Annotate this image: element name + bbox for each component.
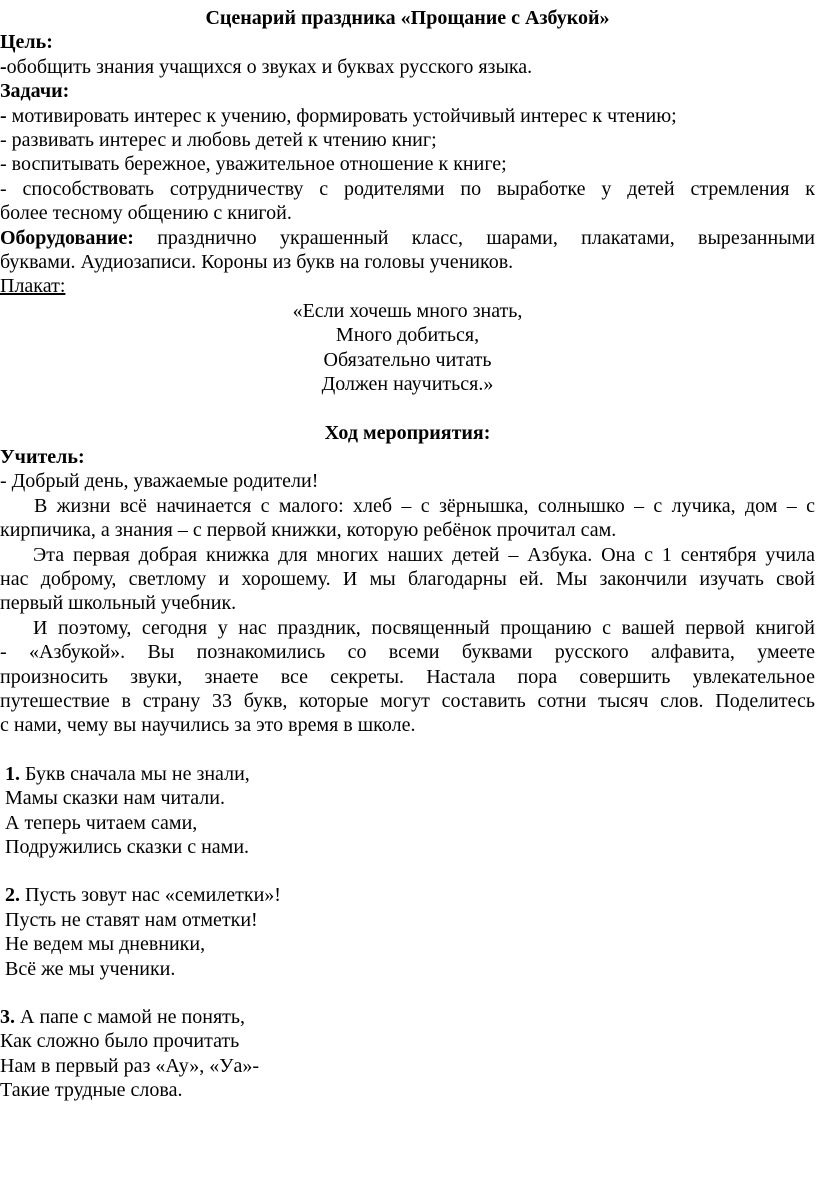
stanza-line: Нам в первый раз «Ау», «Уа»- (0, 1054, 260, 1077)
stanza-first-line (5, 883, 815, 907)
task-item-1-dash: - (0, 104, 7, 127)
poem-stanza-2 (0, 883, 815, 981)
stanza-line: Такие трудные слова. (0, 1079, 183, 1102)
stanza-number: 3. (0, 1006, 15, 1029)
goal-text (0, 55, 815, 79)
spacer (0, 981, 815, 1005)
goal-label: Цель: (0, 31, 53, 54)
teacher-paragraph-2-line-2: нас доброму, светлому и хорошему. И мы благодарны ей. Мы закончили изучать свой (0, 567, 815, 590)
task-item-1-text: мотивировать интерес к учению, формировать устойчивый интерес к чтению; (6, 104, 677, 127)
spacer (0, 859, 815, 883)
poster-verse (0, 299, 815, 397)
equipment-text: празднично украшенный класс, шарами, плакатами, вырезанными (133, 226, 815, 249)
stanza-number: 2. (5, 884, 20, 907)
goal-dash: - (0, 55, 7, 78)
stanza-line: Не ведем мы дневники, (5, 933, 206, 956)
spacer (0, 397, 815, 421)
stanza-first-line (0, 1005, 815, 1029)
equipment-line-1 (0, 226, 815, 250)
stanza-line: Мамы сказки нам читали. (5, 787, 225, 810)
poem-stanza-3 (0, 1005, 815, 1103)
poster-line: «Если хочешь много знать, (292, 299, 523, 322)
teacher-paragraph-3-line-2: - «Азбукой». Вы познакомились со всеми буквами русского алфавита, умеете (0, 641, 815, 664)
stanza-line: Подружились сказки с нами. (5, 836, 250, 858)
spacer (0, 738, 815, 762)
stanza-first-line (5, 762, 815, 786)
task-item-1 (0, 104, 815, 128)
teacher-paragraph-1-line-1: В жизни всё начинается с малого: хлеб – с зёрнышка, солнышко – с лучика, дом – с (34, 494, 815, 517)
teacher-paragraph-3-line-5: с нами, чему вы научились за это время в школе. (0, 714, 416, 737)
event-heading: Ход мероприятия: (324, 421, 491, 444)
stanza-line: А теперь читаем сами, (5, 811, 198, 834)
tasks-label: Задачи: (0, 80, 70, 103)
stanza-line: Всё же мы ученики. (5, 957, 176, 980)
teacher-paragraph-3-line-3: произносить звуки, знаете все секреты. Настала пора совершить увлекательное (0, 665, 815, 688)
task-item-2: - развивать интерес и любовь детей к чтению книг; (0, 129, 437, 152)
document-title: Сценарий праздника «Прощание с Азбукой» (205, 7, 610, 29)
stanza-line-text: Пусть зовут нас «семилетки»! (20, 884, 281, 907)
equipment-label: Оборудование: (0, 226, 134, 249)
document-page (0, 6, 815, 1103)
stanza-line-text: А папе с мамой не понять, (15, 1006, 246, 1029)
stanza-line: Как сложно было прочитать (0, 1030, 240, 1053)
poster-line: Должен научиться.» (321, 373, 494, 396)
task-item-4-line-2: более тесному общению с книгой. (0, 202, 292, 225)
teacher-label: Учитель: (0, 445, 85, 468)
stanza-line-text: Букв сначала мы не знали, (20, 762, 250, 785)
poster-line: Обязательно читать (323, 348, 492, 371)
poem-stanza-1 (0, 762, 815, 860)
teacher-paragraph-2-line-1: Эта первая добрая книжка для многих наших детей – Азбука. Она с 1 сентября учила (33, 543, 815, 566)
stanza-number: 1. (5, 762, 20, 785)
equipment-line-2: буквами. Аудиозаписи. Короны из букв на головы учеников. (0, 251, 514, 274)
poster-label: Плакат: (0, 275, 66, 298)
stanza-line: Пусть не ставят нам отметки! (5, 908, 258, 931)
teacher-paragraph-1-line-2: кирпичика, а знания – с первой книжки, которую ребёнок прочитал сам. (0, 519, 617, 542)
teacher-paragraph-2-line-3: первый школьный учебник. (0, 592, 237, 615)
goal-body: обобщить знания учащихся о звуках и буквах русского языка. (6, 55, 533, 78)
task-item-4-line-1: - способствовать сотрудничеству с родителями по выработке у детей стремления к (0, 177, 815, 200)
teacher-paragraph-3-line-1: И поэтому, сегодня у нас праздник, посвященный прощанию с вашей первой книгой (33, 616, 815, 639)
teacher-greeting: - Добрый день, уважаемые родители! (0, 470, 319, 493)
teacher-paragraph-3-line-4: путешествие в страну 33 букв, которые могут составить сотни тысяч слов. Поделитесь (0, 689, 815, 712)
poster-line: Много добиться, (335, 324, 480, 347)
task-item-3: - воспитывать бережное, уважительное отношение к книге; (0, 153, 507, 176)
